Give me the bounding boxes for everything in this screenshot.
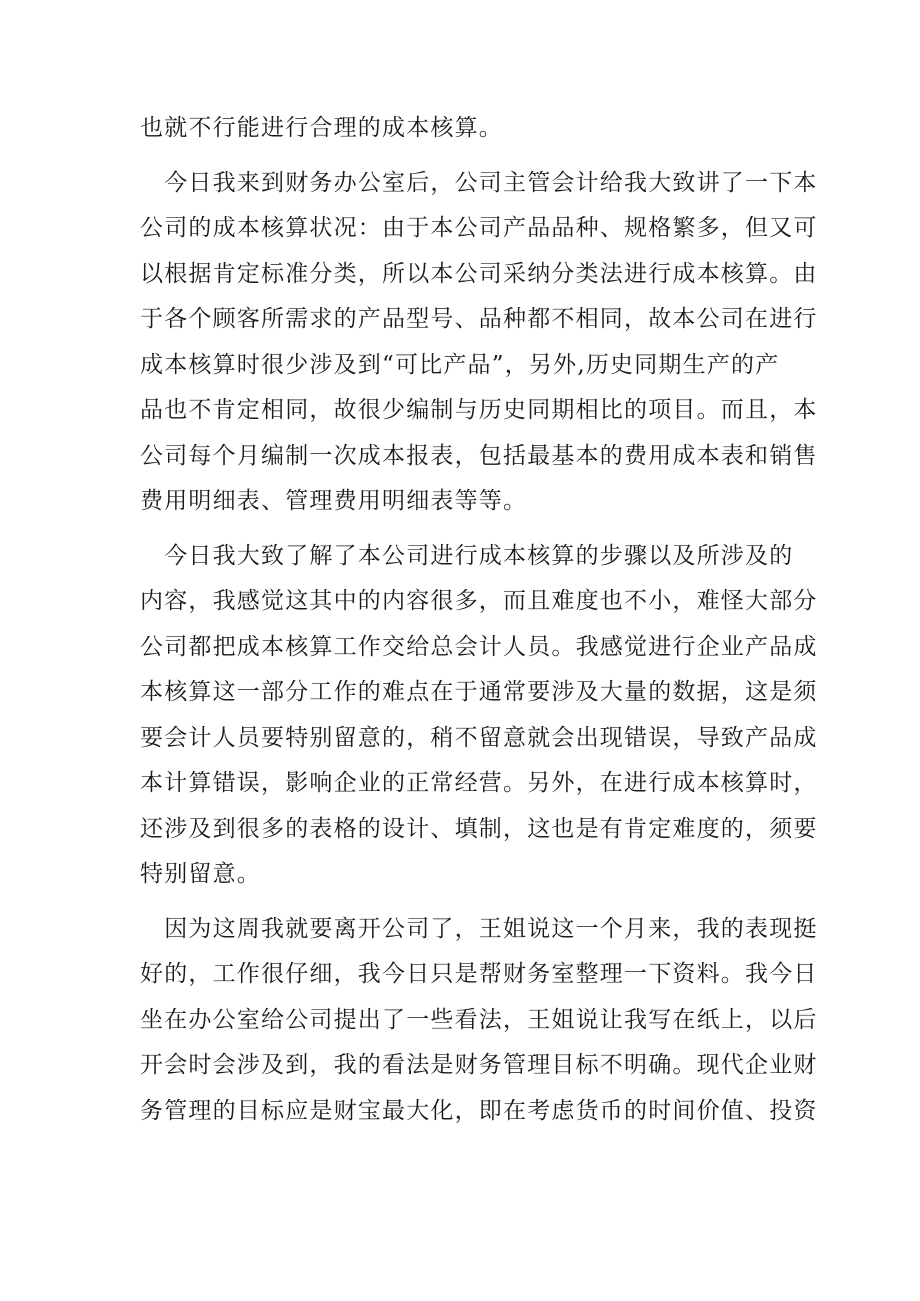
text-line: 本核算这一部分工作的难点在于通常要涉及大量的数据，这是须 <box>140 679 818 705</box>
text-line: 公司都把成本核算工作交给总会计人员。我感觉进行企业产品成 <box>140 633 818 660</box>
text-line: 本计算错误，影响企业的正常经营。另外，在进行成本核算时， <box>140 770 818 796</box>
text-line: 务管理的目标应是财宝最大化，即在考虑货币的时间价值、投资 <box>140 1097 818 1124</box>
text-line: 开会时会涉及到，我的看法是财务管理目标不明确。现代企业财 <box>140 1052 818 1078</box>
paragraph <box>140 106 790 152</box>
text-line: 今日我来到财务办公室后，公司主管会计给我大致讲了一下本 <box>140 169 818 196</box>
text-line: 于各个顾客所需求的产品型号、品种都不相同，故本公司在进行 <box>140 306 818 332</box>
text-line: 坐在办公室给公司提出了一些看法，王姐说让我写在纸上，以后 <box>140 1006 818 1033</box>
text-line: 费用明细表、管理费用明细表等等。 <box>140 488 528 514</box>
text-line: 因为这周我就要离开公司了，王姐说这一个月来，我的表现挺 <box>140 915 818 942</box>
text-line: 以根据肯定标准分类，所以本公司采纳分类法进行成本核算。由 <box>140 260 818 287</box>
text-line: 品也不肯定相同，故很少编制与历史同期相比的项目。而且，本 <box>140 397 818 423</box>
text-line: 成本核算时很少涉及到“可比产品”，另外,历史同期生产的产 <box>140 351 780 378</box>
document-body <box>140 106 818 1134</box>
text-line: 内容，我感觉这其中的内容很多，而且难度也不小，难怪大部分 <box>140 588 818 614</box>
text-line: 也就不行能进行合理的成本核算。 <box>140 115 503 141</box>
paragraph <box>140 161 818 525</box>
paragraph <box>140 907 818 1135</box>
text-line: 要会计人员要特别留意的，稍不留意就会出现错误，导致产品成 <box>140 724 818 751</box>
text-line: 特别留意。 <box>140 861 261 887</box>
paragraph <box>140 534 818 898</box>
text-line: 还涉及到很多的表格的设计、填制，这也是有肯定难度的，须要 <box>140 815 818 842</box>
text-line: 公司的成本核算状况：由于本公司产品品种、规格繁多，但又可 <box>140 215 818 241</box>
text-line: 今日我大致了解了本公司进行成本核算的步骤以及所涉及的 <box>140 542 794 569</box>
text-line: 公司每个月编制一次成本报表，包括最基本的费用成本表和销售 <box>140 442 818 469</box>
text-line: 好的，工作很仔细，我今日只是帮财务室整理一下资料。我今日 <box>140 961 818 987</box>
